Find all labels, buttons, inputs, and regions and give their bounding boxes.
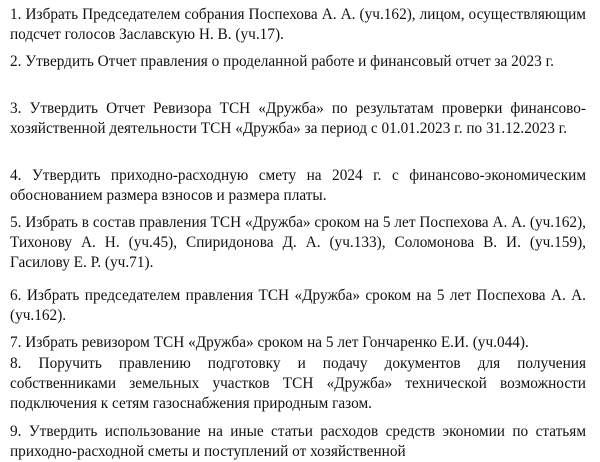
list-item: 2. Утвердить Отчет правления о проделанной работе и финансовый отчет за 2023 г.: [10, 53, 554, 70]
list-item: 1. Избрать Председателем собрания Поспехова А. А. (уч.162), лицом, осуществляющим подсчет голосов Заславскую Н. В. (уч.17).: [10, 6, 586, 43]
list-item: 8. Поручить правлению подготовку и подачу документов для получения собственниками земельных участков ТСН «Дружба» технической возможности подключения к сетям газоснабжения природным газом.: [10, 355, 586, 412]
list-item: 9. Утвердить использование на иные статьи расходов средств экономии по статьям приходно-расходной сметы и поступлений от хозяйственной: [10, 423, 586, 460]
list-item: 3. Утвердить Отчет Ревизора ТСН «Дружба» по результатам проверки финансово-хозяйственной деятельности ТСН «Дружба» за период с 01.01.2023 г. по 31.12.2023 г.: [10, 100, 586, 137]
list-item: 5. Избрать в состав правления ТСН «Дружба» сроком на 5 лет Поспехова А. А. (уч.162), Тихонову А. Н. (уч.45), Спиридонова Д. А. (уч.133), Соломонова В. И. (уч.159), Гасилову Е. Р. (уч.71).: [10, 214, 586, 271]
list-item: 7. Избрать ревизором ТСН «Дружба» сроком на 5 лет Гончаренко Е.И. (уч.044).: [10, 334, 529, 351]
list-item: 4. Утвердить приходно-расходную смету на 2024 г. с финансово-экономическим обоснованием размера взносов и размера платы.: [10, 167, 586, 204]
list-item: 6. Избрать председателем правления ТСН «Дружба» сроком на 5 лет Поспехова А. А. (уч.162).: [10, 287, 586, 324]
